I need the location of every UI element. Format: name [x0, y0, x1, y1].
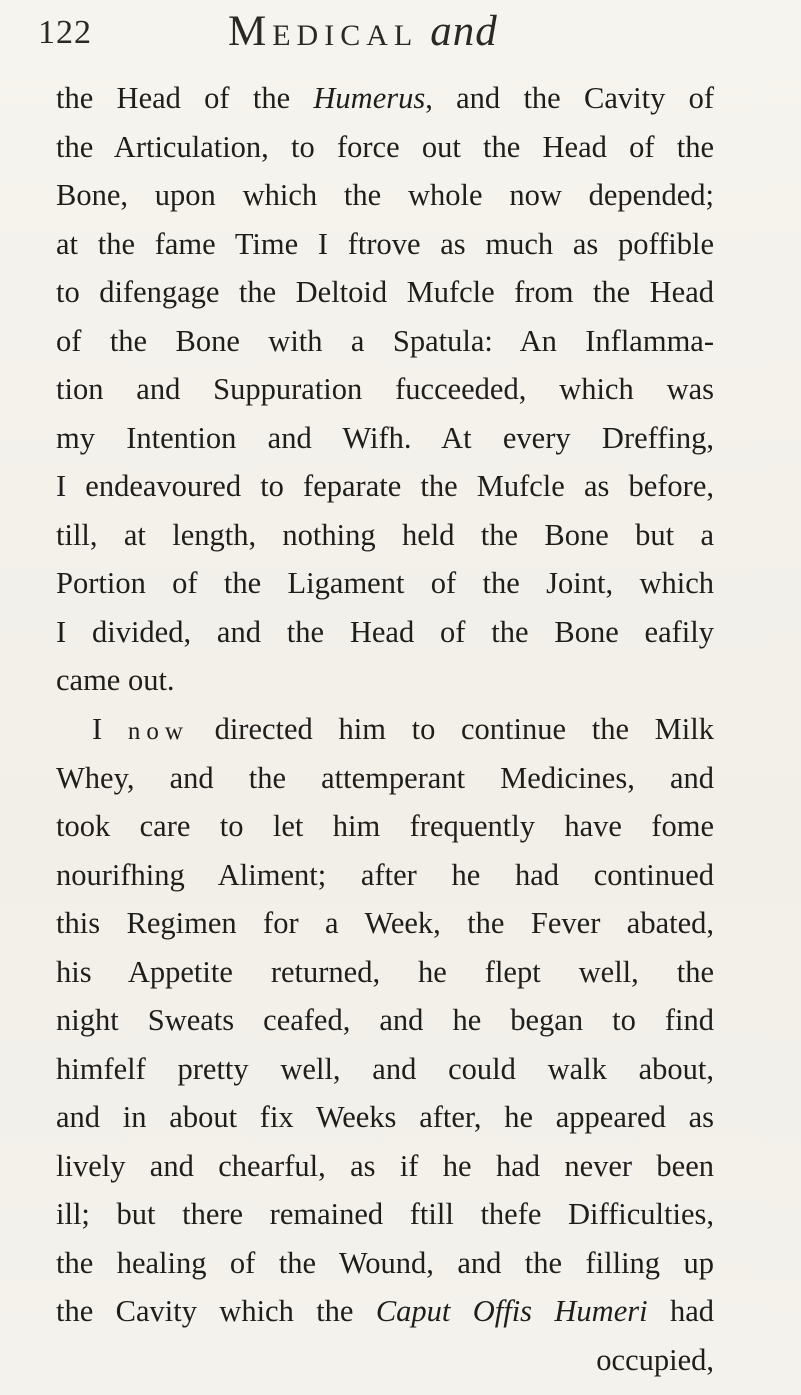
- text-line: lively and chearful, as if he had never been: [56, 1149, 714, 1183]
- text-line: my Intention and Wifh. At every Dreffing,: [56, 421, 714, 455]
- text-line: took care to let him frequently have fome: [56, 809, 714, 843]
- text-line: ill; but there remained ftill thefe Difficulties,: [56, 1197, 714, 1231]
- text-line: and in about fix Weeks after, he appeared as: [56, 1100, 714, 1134]
- text-line: the Head of the Humerus, and the Cavity of: [56, 81, 714, 115]
- text-line: night Sweats ceafed, and he began to find: [56, 1003, 714, 1037]
- text-line: at the fame Time I ftrove as much as poffible: [56, 227, 714, 261]
- text-line: Portion of the Ligament of the Joint, which: [56, 566, 714, 600]
- text-line: came out.: [56, 663, 175, 697]
- text-line: I endeavoured to feparate the Mufcle as before,: [56, 469, 714, 503]
- text-line: the Articulation, to force out the Head of the: [56, 130, 714, 164]
- page-number: 122: [38, 14, 92, 51]
- text-line: himfelf pretty well, and could walk about,: [56, 1052, 714, 1086]
- text-line: the healing of the Wound, and the filling up: [56, 1246, 714, 1280]
- text-line: his Appetite returned, he flept well, the: [56, 955, 714, 989]
- text-line: of the Bone with a Spatula: An Inflamma-: [56, 324, 714, 358]
- text-line: I now directed him to continue the Milk: [92, 712, 714, 746]
- text-line: I divided, and the Head of the Bone eafily: [56, 615, 714, 649]
- text-line: tion and Suppuration fucceeded, which was: [56, 372, 714, 406]
- text-line: this Regimen for a Week, the Fever abated,: [56, 906, 714, 940]
- running-head-italic: and: [430, 8, 498, 55]
- text-line: to difengage the Deltoid Mufcle from the Head: [56, 275, 714, 309]
- text-line: the Cavity which the Caput Offis Humeri had: [56, 1294, 714, 1328]
- text-line: Bone, upon which the whole now depended;: [56, 178, 714, 212]
- running-head-caps: Medical: [228, 8, 419, 55]
- text-line: Whey, and the attemperant Medicines, and: [56, 761, 714, 795]
- text-line: till, at length, nothing held the Bone but a: [56, 518, 714, 552]
- text-line: occupied,: [596, 1343, 714, 1377]
- text-line: nourifhing Aliment; after he had continued: [56, 858, 714, 892]
